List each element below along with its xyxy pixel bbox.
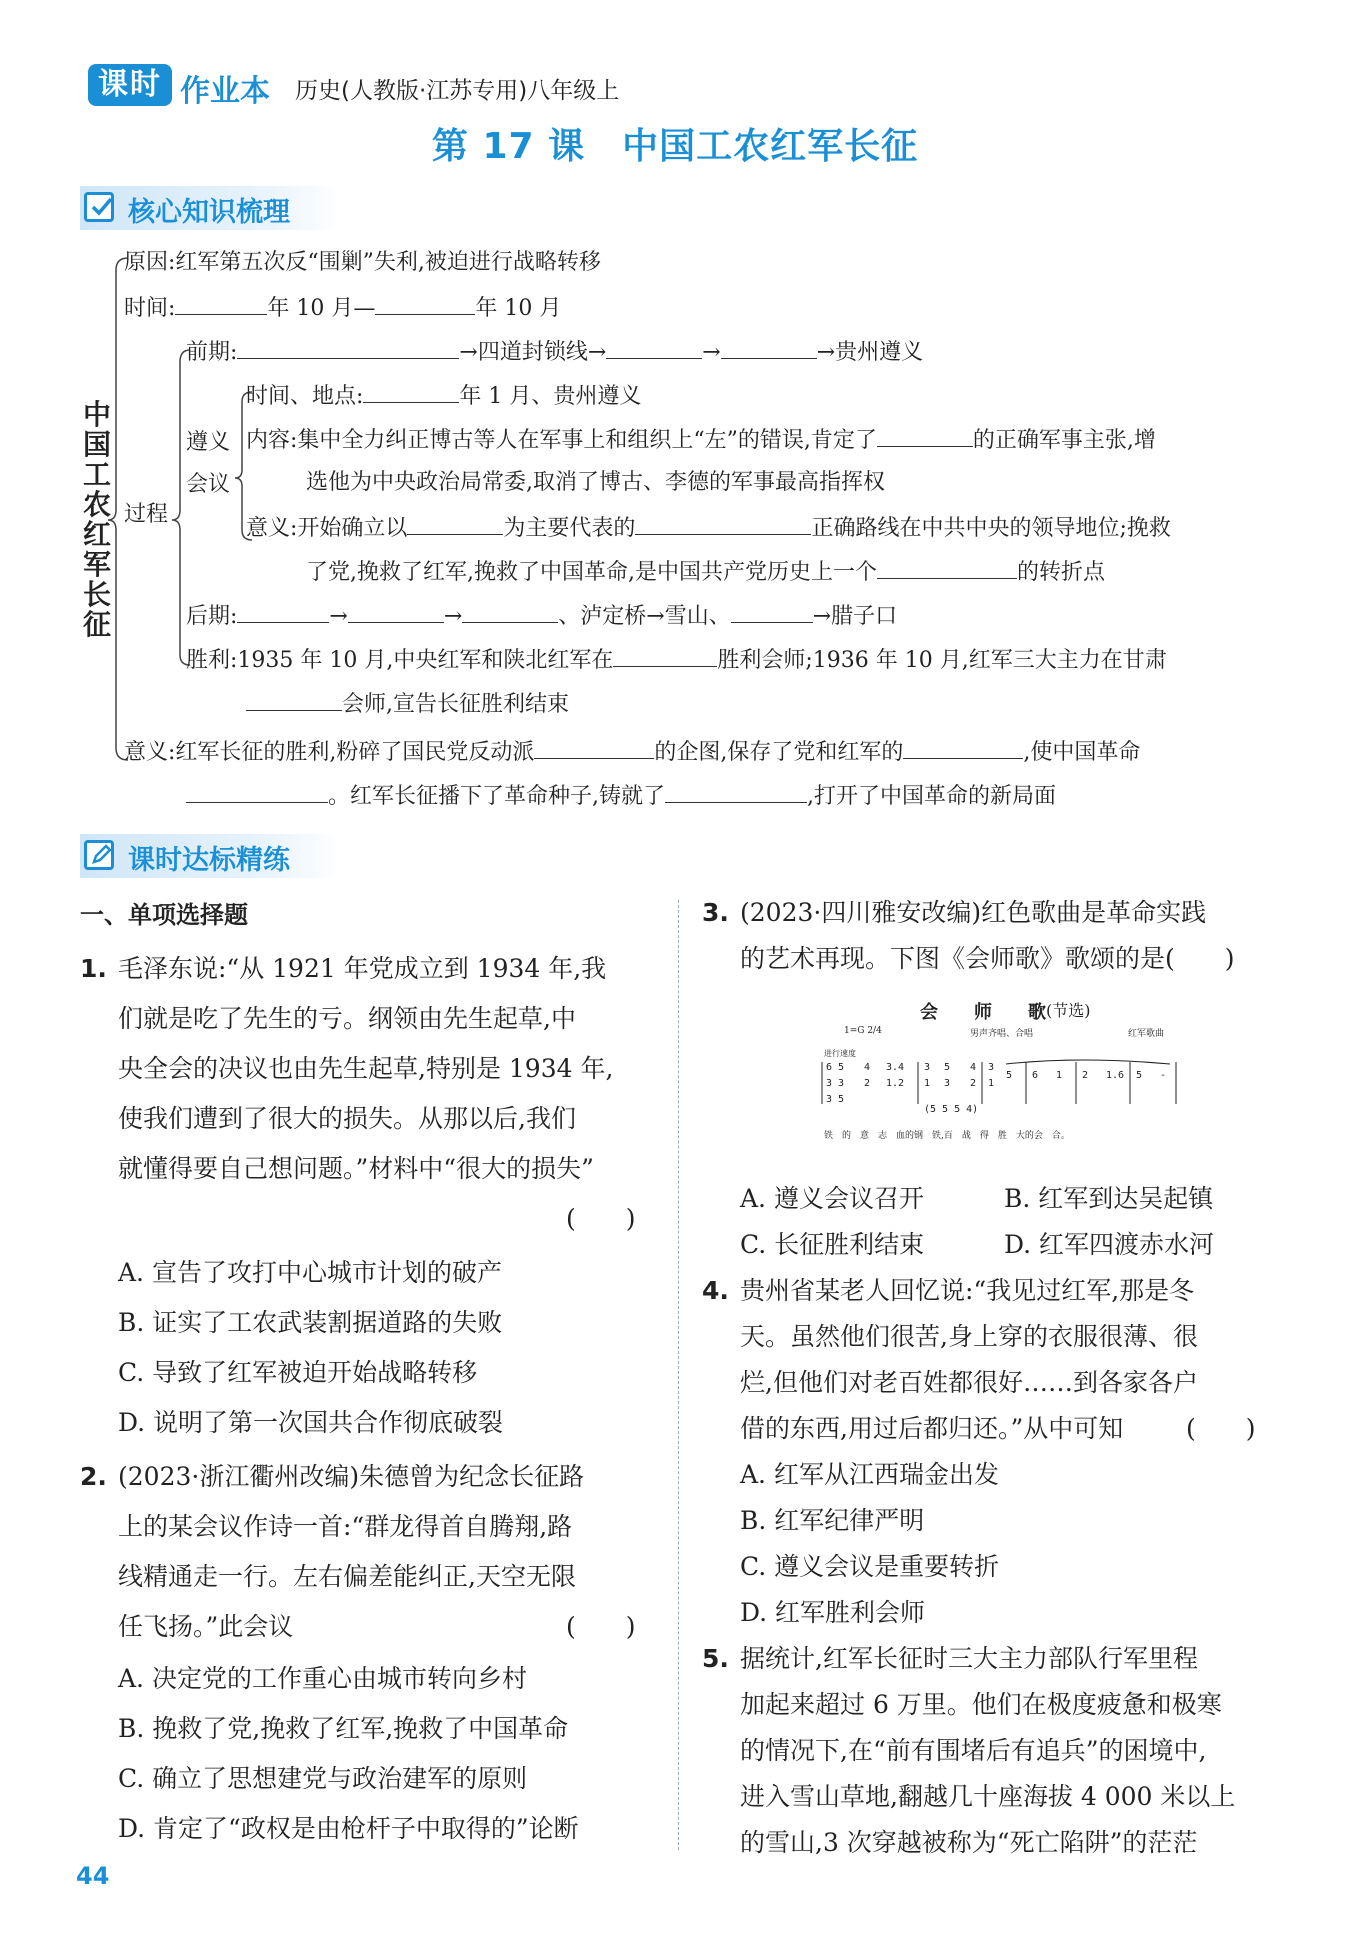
- answer-blank[interactable]: [462, 600, 558, 623]
- early-stage-line: 前期: →四道封锁线→ → →贵州遵义: [186, 336, 923, 368]
- answer-blank[interactable]: [903, 736, 1023, 759]
- answer-blank[interactable]: [613, 644, 717, 667]
- answer-blank[interactable]: [877, 424, 973, 447]
- svg-text:6 5: 6 5: [826, 1062, 845, 1073]
- answer-blank[interactable]: [721, 336, 817, 359]
- brand-name: 作业本: [180, 74, 270, 109]
- victory-line: 胜利:1935 年 10 月,中央红军和陕北红军在 胜利会师;1936 年 10 月,红军三大主力在甘肃: [186, 644, 1167, 676]
- option[interactable]: C. 确立了思想建党与政治建军的原则: [118, 1764, 528, 1793]
- zunyi-content-line: 内容:集中全力纠正博古等人在军事上和组织上“左”的错误,肯定了 的正确军事主张,增: [246, 424, 1156, 456]
- section-header-practice: [80, 834, 340, 878]
- svg-text:1: 1: [1056, 1070, 1063, 1081]
- svg-text:3: 3: [924, 1062, 931, 1073]
- process-label: 过程: [124, 502, 169, 527]
- svg-text:3 5: 3 5: [826, 1094, 845, 1105]
- section-label: 课时达标精练: [128, 845, 290, 876]
- option[interactable]: A. 宣告了攻打中心城市计划的破产: [118, 1258, 502, 1287]
- question-2-stem: (2023·浙江衢州改编)朱德曾为纪念长征路 上的某会议作诗一首:“群龙得首自腾翔,路 线精通走一行。左右偏差能纠正,天空无限 任飞扬。”此会议: [118, 1462, 585, 1641]
- option[interactable]: A. 遵义会议召开: [740, 1184, 924, 1213]
- svg-text:1.2: 1.2: [886, 1078, 905, 1089]
- zunyi-label: 遵义 会议: [186, 430, 231, 497]
- option[interactable]: B. 挽救了党,挽救了红军,挽救了中国革命: [118, 1714, 569, 1743]
- music-score-image: [740, 992, 1200, 1152]
- score-key: 1=G 2/4: [844, 1026, 882, 1036]
- lesson-title: 第 17 课 中国工农红军长征: [431, 126, 919, 167]
- section-label: 核心知识梳理: [128, 197, 290, 228]
- svg-text:4: 4: [864, 1062, 871, 1073]
- meaning-line-2: 。红军长征播下了革命种子,铸就了 ,打开了中国革命的新局面: [186, 780, 1056, 812]
- svg-text:5: 5: [944, 1062, 951, 1073]
- question-4-options: [740, 1452, 999, 1636]
- meaning-line: 意义:红军长征的胜利,粉碎了国民党反动派 的企图,保存了党和红军的 ,使中国革命: [124, 736, 1140, 768]
- svg-text:3: 3: [988, 1062, 995, 1073]
- question-3-options: [740, 1176, 1214, 1268]
- mindmap-brackets: [0, 0, 1350, 820]
- option[interactable]: D. 说明了第一次国共合作彻底破裂: [118, 1408, 504, 1437]
- svg-text:5: 5: [1006, 1070, 1013, 1081]
- option[interactable]: B. 红军纪律严明: [740, 1506, 925, 1535]
- score-subtitle: (节选): [1046, 1001, 1091, 1020]
- question-1-options: [118, 1248, 503, 1448]
- option[interactable]: B. 证实了工农武装割据道路的失败: [118, 1308, 503, 1337]
- question-1-stem: 毛泽东说:“从 1921 年党成立到 1934 年,我 们就是吃了先生的亏。纲领由先生起草,中 央全会的决议也由先生起草,特别是 1934 年, 使我们遭到了很大的损失。从那以后,我们 就懂得要自己想问题。”材料中“很大的损失”: [118, 954, 614, 1183]
- part-title: 一、单项选择题: [80, 901, 248, 929]
- svg-text:2: 2: [864, 1078, 871, 1089]
- question-5-stem: 据统计,红军长征时三大主力部队行军里程 加起来超过 6 万里。他们在极度疲惫和极寒 的情况下,在“前有围堵后有追兵”的困境中, 进入雪山草地,翻越几十座海拔 4 000 米以上 的雪山,3 次穿越被称为“死亡陷阱”的茫茫: [740, 1644, 1236, 1857]
- column-divider: [678, 900, 679, 1850]
- svg-text:(5 5 5 4): (5 5 5 4): [924, 1104, 979, 1115]
- answer-blank[interactable]: [348, 600, 444, 623]
- cause-line: 原因:红军第五次反“围剿”失利,被迫进行战略转移: [124, 250, 601, 275]
- score-title: 会 师 歌: [920, 1002, 1046, 1023]
- question-1: 1.: [80, 954, 107, 983]
- svg-text:3.4: 3.4: [886, 1062, 905, 1073]
- answer-blank[interactable]: [237, 600, 329, 623]
- svg-text:3 3: 3 3: [826, 1078, 845, 1089]
- option[interactable]: B. 红军到达吴起镇: [1004, 1184, 1214, 1213]
- option[interactable]: A. 红军从江西瑞金出发: [740, 1460, 999, 1489]
- victory-line-2: 会师,宣告长征胜利结束: [246, 688, 569, 720]
- answer-blank[interactable]: [877, 556, 1017, 579]
- score-voice: 男声齐唱、合唱: [970, 1029, 1034, 1039]
- svg-text:3: 3: [944, 1078, 951, 1089]
- option[interactable]: C. 导致了红军被迫开始战略转移: [118, 1358, 478, 1387]
- option[interactable]: A. 决定党的工作重心由城市转向乡村: [118, 1664, 527, 1693]
- score-notation: [820, 1058, 1200, 1118]
- zunyi-content-line-2: 选他为中央政治局常委,取消了博古、李德的军事最高指挥权: [306, 470, 885, 495]
- zunyi-significance-line: 意义:开始确立以 为主要代表的 正确路线在中共中央的领导地位;挽救: [246, 512, 1171, 544]
- time-line: 时间: 年 10 月— 年 10 月: [124, 292, 561, 324]
- question-4: 4.: [702, 1276, 729, 1305]
- question-5: 5.: [702, 1644, 729, 1673]
- option[interactable]: C. 遵义会议是重要转折: [740, 1552, 1000, 1581]
- score-credit: 红军歌曲: [1128, 1029, 1165, 1039]
- option[interactable]: C. 长征胜利结束: [740, 1230, 925, 1259]
- svg-text:4: 4: [970, 1062, 977, 1073]
- question-3: 3.: [702, 898, 729, 927]
- score-lyric: 铁 的 意 志 血的钢 铁,百 战 得 胜 大的会 合。: [824, 1131, 1070, 1141]
- svg-text:-: -: [1160, 1070, 1167, 1081]
- svg-text:1: 1: [988, 1078, 995, 1089]
- late-stage-line: 后期: → → 、泸定桥→雪山、 →腊子口: [186, 600, 897, 632]
- answer-blank[interactable]: [246, 688, 342, 711]
- answer-paren[interactable]: ( ): [1186, 1414, 1256, 1443]
- subject-line: 历史(人教版·江苏专用)八年级上: [295, 78, 620, 104]
- vertical-topic-title: 中国工农红军长征: [82, 398, 111, 641]
- answer-blank[interactable]: [407, 512, 503, 535]
- svg-text:1.6: 1.6: [1106, 1070, 1125, 1081]
- answer-blank[interactable]: [635, 512, 811, 535]
- answer-blank[interactable]: [375, 292, 475, 315]
- answer-paren[interactable]: ( ): [566, 1204, 636, 1233]
- question-3-stem: (2023·四川雅安改编)红色歌曲是革命实践 的艺术再现。下图《会师歌》歌颂的是( ): [740, 898, 1235, 973]
- svg-text:2: 2: [1082, 1070, 1089, 1081]
- answer-blank[interactable]: [665, 780, 807, 803]
- option[interactable]: D. 红军胜利会师: [740, 1598, 926, 1627]
- option[interactable]: D. 红军四渡赤水河: [1004, 1230, 1215, 1259]
- question-2-options: [118, 1654, 579, 1854]
- page-number: 44: [76, 1862, 110, 1890]
- pencil-icon: [84, 840, 114, 870]
- svg-text:2: 2: [970, 1078, 977, 1089]
- score-tempo: 进行速度: [824, 1049, 856, 1058]
- brand-logo: 课时: [88, 64, 172, 106]
- answer-blank[interactable]: [606, 336, 702, 359]
- zunyi-significance-line-2: 了党,挽救了红军,挽救了中国革命,是中国共产党历史上一个 的转折点: [306, 556, 1105, 588]
- zunyi-time-line: 时间、地点: 年 1 月、贵州遵义: [246, 380, 641, 412]
- svg-text:6: 6: [1032, 1070, 1039, 1081]
- answer-blank[interactable]: [175, 292, 267, 315]
- svg-text:5: 5: [1136, 1070, 1143, 1081]
- answer-blank[interactable]: [186, 780, 328, 803]
- option[interactable]: D. 肯定了“政权是由枪杆子中取得的”论断: [118, 1814, 579, 1843]
- question-4-stem: 贵州省某老人回忆说:“我见过红军,那是冬 天。虽然他们很苦,身上穿的衣服很薄、很 烂,但他们对老百姓都很好……到各家各户 借的东西,用过后都归还。”从中可知: [740, 1276, 1198, 1443]
- question-2: 2.: [80, 1462, 107, 1491]
- answer-paren[interactable]: ( ): [566, 1612, 636, 1641]
- svg-text:1: 1: [924, 1078, 931, 1089]
- answer-blank[interactable]: [363, 380, 459, 403]
- answer-blank[interactable]: [731, 600, 813, 623]
- answer-blank[interactable]: [237, 336, 459, 359]
- answer-blank[interactable]: [534, 736, 654, 759]
